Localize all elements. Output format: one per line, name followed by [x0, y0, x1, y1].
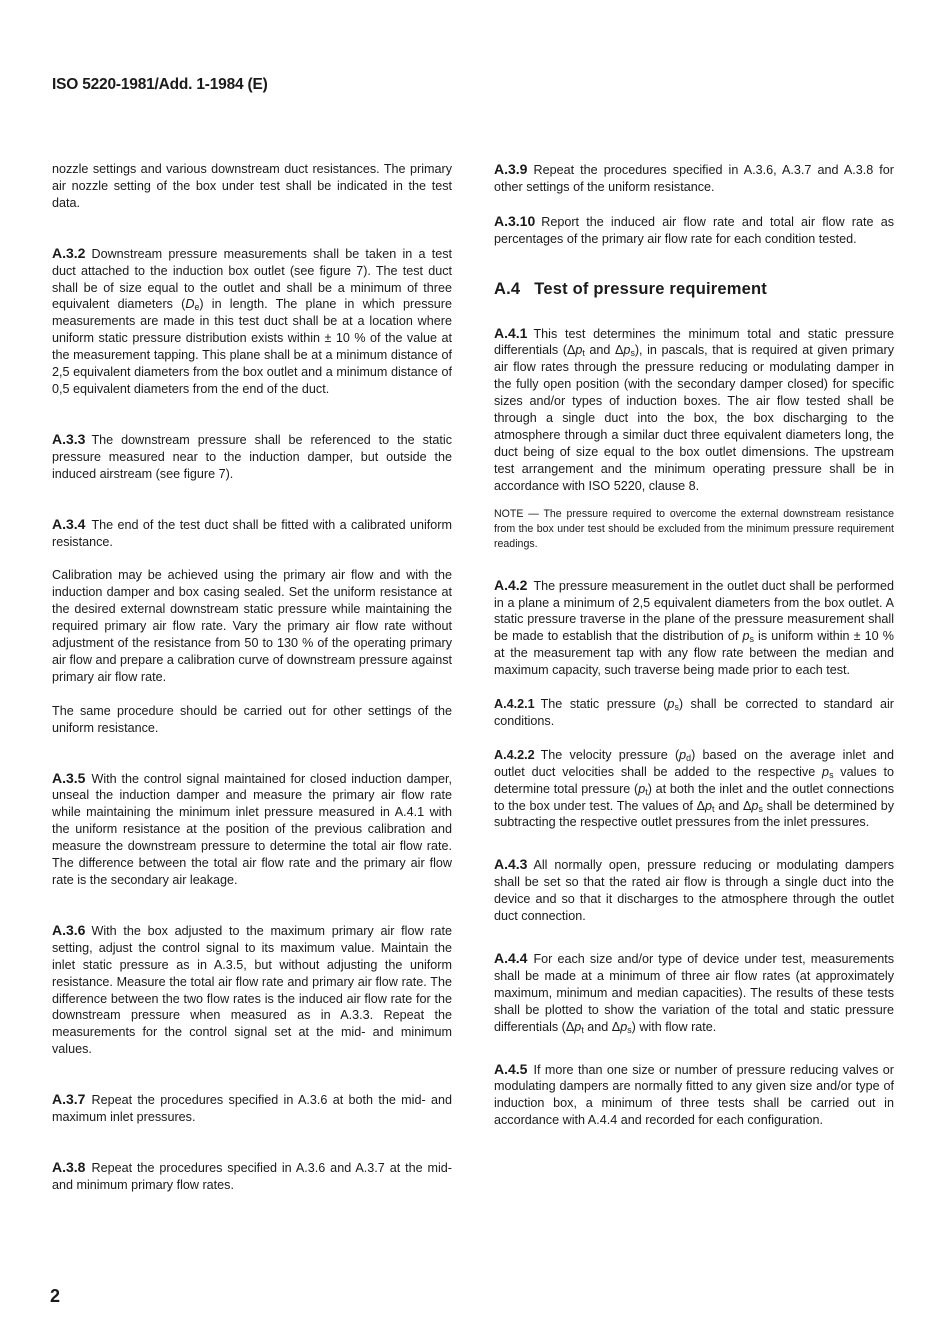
clause-text: ) based on the average inlet and outlet duct velocities shall be added to the respective — [494, 747, 894, 779]
clause-a45 — [494, 1061, 894, 1130]
intro-paragraph: nozzle settings and various downstream duct resistances. The primary air nozzle setting of the box under test shall be indicated in the test data. — [52, 162, 452, 210]
clause-a38 — [52, 1159, 452, 1194]
left-column — [52, 161, 452, 1194]
clause-text: shall be determined by subtracting the respective outlet pressures from the inlet pressures. — [494, 798, 895, 830]
note-a41: NOTE — The pressure required to overcome the external downstream resistance from the box under test should be excluded from the minimum pressure requirement readings. — [494, 507, 894, 550]
clause-text: Downstream pressure measurements shall be taken in a test duct attached to the induction box outlet (see figure 7). The test duct shall be of size equal to the outlet and shall be a minimum of three equivalent diameters ( — [52, 246, 452, 312]
clause-number: A.4.1 — [494, 324, 528, 341]
clause-number: A.3.2 — [52, 244, 86, 261]
clause-a421 — [494, 696, 894, 730]
clause-number: A.3.4 — [52, 515, 86, 532]
sub-s: s — [758, 803, 763, 814]
clause-a34-calibration: Calibration may be achieved using the primary air flow and with the induction damper and box casing sealed. Set the uniform resistance at the desired external downstream static pressure while maintaining the required primary air flow rate. Vary the primary air flow rate without adjustment of the resistance from 50 to 130 % of the operating primary air flow and prepare a calibration curve of downstream pressure against primary air flow rate. — [52, 568, 452, 684]
clause-text: and — [584, 343, 615, 358]
clause-text: ) in length. The plane in which pressure measurements are made in this test duct shall be at a location where uniform static pressure distribution exists within ± 10 % of the value at the measurement tapping. This plane shall be at a minimum distance of 2,5 equivalent diameters from the box outlet and a minimum distance of 0,5 equivalent diameters from the end of the duct. — [52, 297, 452, 396]
clause-number: A.3.7 — [52, 1091, 86, 1108]
sub-s: s — [630, 348, 635, 359]
clause-text: The static pressure ( — [540, 697, 668, 712]
clause-text: and — [714, 798, 743, 813]
delta-symbol: Δ — [566, 343, 576, 358]
clause-a37 — [52, 1091, 452, 1126]
clause-a34-procedure: The same procedure should be carried out for other settings of the uniform resistance. — [52, 703, 452, 735]
clause-number: A.3.6 — [52, 921, 86, 938]
clause-a44 — [494, 950, 894, 1036]
var-p: p — [574, 1019, 582, 1034]
clause-text: Report the induced air flow rate and total air flow rate as percentages of the primary air flow rate for each condition tested. — [494, 214, 894, 246]
sub-d: d — [686, 753, 692, 764]
var-p: p — [705, 798, 713, 813]
sub-s: s — [674, 702, 679, 713]
clause-text: values to determine total pressure ( — [494, 764, 894, 796]
clause-number: A.3.3 — [52, 430, 86, 447]
clause-text: The velocity pressure ( — [540, 747, 680, 762]
sub-t: t — [581, 1024, 584, 1035]
var-p: p — [638, 781, 646, 796]
var-p: p — [751, 798, 759, 813]
clause-a34 — [52, 516, 452, 551]
clause-number: A.3.9 — [494, 161, 528, 177]
sub-t: t — [712, 803, 715, 814]
clause-text: For each size and/or type of device under test, measurements shall be made at a minimum of three air flow rates (at approximately maximum, minimum and median capacities). The results of these tests shall be plotted to show the variation of the total and static pressure differentials ( — [494, 952, 894, 1034]
page-number: 2 — [50, 1286, 61, 1306]
clause-number: A.4.2 — [494, 576, 528, 593]
clause-number: A.4.3 — [494, 856, 528, 873]
delta-symbol: Δ — [611, 1019, 621, 1034]
var-p: p — [822, 764, 830, 779]
page-header: ISO 5220-1981/Add. 1-1984 (E) — [52, 76, 268, 93]
var-p: p — [667, 697, 675, 712]
sub-t: t — [645, 786, 648, 797]
sub-s: s — [627, 1024, 632, 1035]
clause-a310 — [494, 213, 894, 248]
clause-text: Repeat the procedures specified in A.3.6, A.3.7 and A.3.8 for other settings of the uniform resistance. — [494, 163, 894, 194]
clause-text: ) with flow rate. — [631, 1019, 717, 1034]
clause-text: Repeat the procedures specified in A.3.6 at both the mid- and maximum inlet pressures. — [52, 1093, 452, 1125]
clause-text: and — [583, 1019, 612, 1034]
clause-text: This test determines the minimum total and static pressure differentials ( — [494, 326, 894, 358]
clause-text: Repeat the procedures specified in A.3.6 and A.3.7 at the mid- and minimum primary flow rates. — [52, 1160, 452, 1192]
clause-a39 — [494, 161, 894, 196]
right-column — [494, 161, 894, 1129]
clause-text: If more than one size or number of pressure reducing valves or modulating dampers are normally fitted to any given size and/or type of induction box, a minimum of three tests shall be carried out in accordance with A.4.4 and recorded for each configuration. — [494, 1062, 894, 1128]
clause-number: A.4.2.2 — [494, 747, 535, 762]
delta-symbol: Δ — [743, 798, 752, 813]
clause-text: The pressure measurement in the outlet duct shall be performed in a plane a minimum of 2,5 equivalent diameters from the box outlet. A static pressure traverse in the plane of the pressure measurement shall be made to establish that the distribution of — [494, 578, 894, 644]
clause-a422 — [494, 747, 894, 832]
clause-text: ) at both the inlet and the outlet connections to the box under test. The values of — [494, 781, 894, 813]
clause-text: The downstream pressure shall be referenced to the static pressure measured near to the induction damper, but outside the induced airstream (see figure 7). — [52, 432, 452, 481]
sub-t: t — [582, 348, 585, 359]
section-number: A.4 — [494, 279, 521, 298]
clause-number: A.4.5 — [494, 1060, 528, 1077]
clause-text: ) shall be corrected to standard air conditions. — [494, 697, 894, 728]
clause-a36 — [52, 922, 452, 1058]
clause-text: All normally open, pressure reducing or modulating dampers shall be set so that the rated air flow is through a single duct into the device and so that it discharges to the atmosphere through the outlet duct connection. — [494, 858, 894, 924]
clause-number: A.3.5 — [52, 769, 86, 786]
clause-text: The end of the test duct shall be fitted with a calibrated uniform resistance. — [52, 517, 452, 549]
sub-s: s — [749, 634, 754, 645]
var-p: p — [623, 343, 631, 358]
delta-symbol: Δ — [565, 1019, 575, 1034]
var-p: p — [620, 1019, 628, 1034]
var-p: p — [742, 629, 750, 644]
section-title: Test of pressure requirement — [534, 279, 767, 298]
clause-number: A.3.8 — [52, 1158, 86, 1175]
delta-symbol: Δ — [696, 798, 706, 813]
section-heading-a4 — [494, 281, 894, 298]
clause-a33 — [52, 431, 452, 483]
var-p: p — [575, 343, 583, 358]
clause-text: ), in pascals, that is required at given primary air flow rates through the pressure reducing or modulating damper in the fully open position (with the secondary damper closed) for specific sizes and/or types of induction boxes. The air flow tested shall be through a single duct into the box, the box discharging to the atmosphere through a similar duct three equivalent diameters long, the duct being of size equal to the box outlet dimensions. The upstream test arrangement and the minimum operating pressure shall be in accordance with ISO 5220, clause 8. — [494, 343, 894, 493]
var-d: D — [185, 297, 195, 312]
sub-s: s — [829, 769, 834, 780]
clause-text: is uniform within ± 10 % at the measurement tap with any flow rate between the median and maximum capacity, such traverse being made prior to each test. — [494, 629, 894, 678]
clause-text: With the control signal maintained for closed induction damper, unseal the induction damper and measure the primary air flow rate while maintaining the minimum inlet pressure measured in A.4.1 with the uniform resistance at the position of the previous calibration and measure the downstream pressure to determine the total air flow rate. The difference between the total air flow rate and the primary air flow rate is the secondary air leakage. — [52, 771, 452, 887]
clause-number: A.4.4 — [494, 950, 528, 966]
clause-a35 — [52, 770, 452, 889]
sub-e: e — [194, 302, 200, 313]
clause-a43 — [494, 856, 894, 925]
clause-a41 — [494, 325, 894, 495]
clause-a32 — [52, 245, 452, 398]
var-p: p — [679, 747, 687, 762]
clause-a42 — [494, 577, 894, 679]
clause-text: With the box adjusted to the maximum primary air flow rate setting, adjust the control signal to its maximum value. Maintain the inlet static pressure as in A.3.5, but without adjusting the uniform resistance. Measure the total air flow rate and primary air flow rate. The difference between the two flow rates is the induced air flow rate for the downstream pressure when measured as in A.3.3. Repeat the measurements for the control signal set at the mid- and minimum values. — [52, 923, 452, 1057]
clause-number: A.4.2.1 — [494, 697, 535, 712]
delta-symbol: Δ — [615, 343, 624, 358]
clause-number: A.3.10 — [494, 212, 536, 229]
